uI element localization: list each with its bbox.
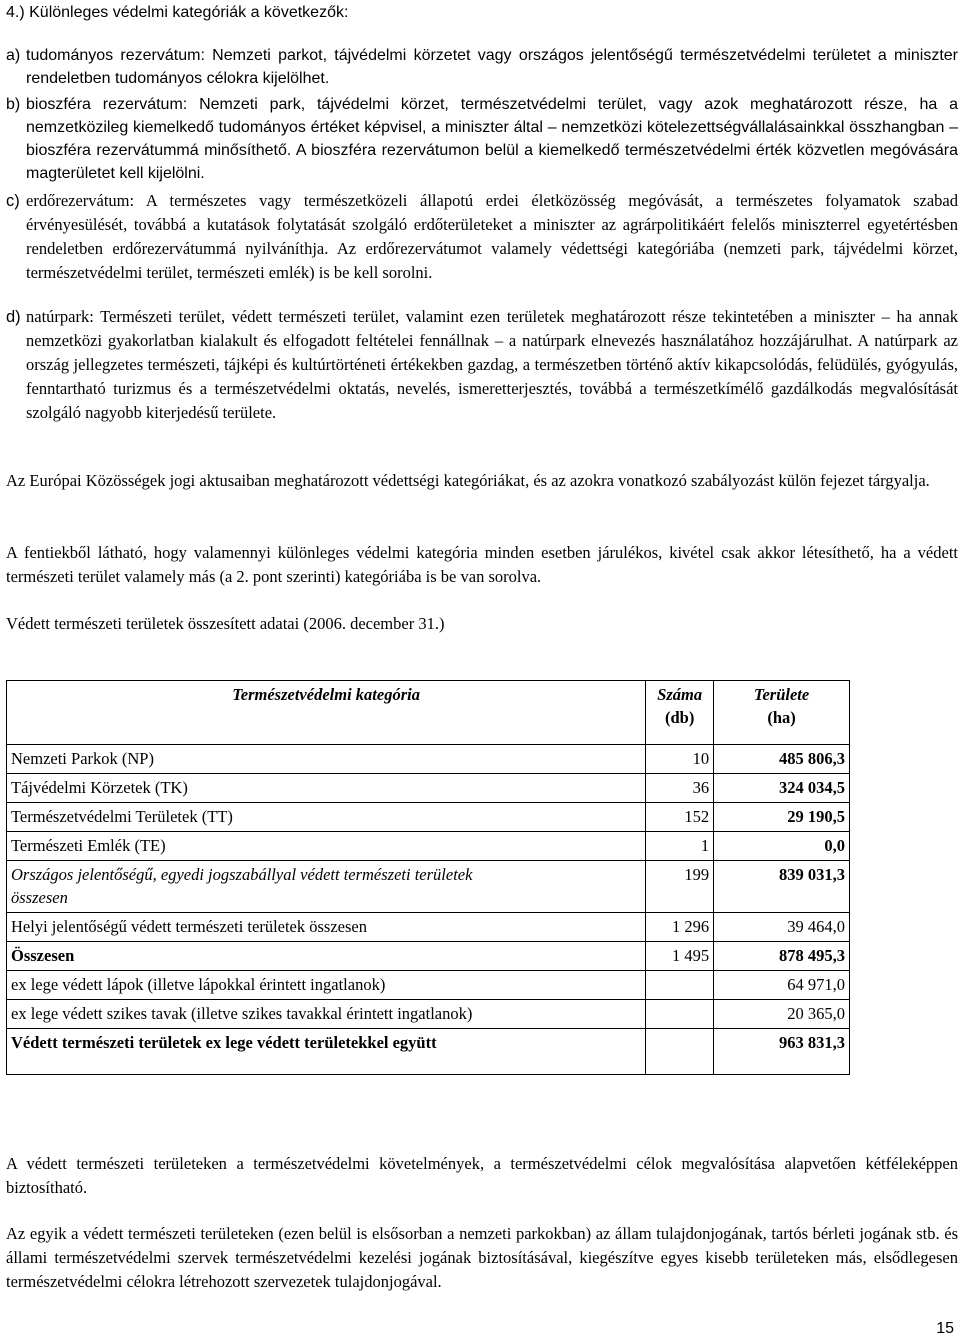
row-count [646, 971, 714, 1000]
protected-areas-table [6, 680, 850, 1075]
row-area: 485 806,3 [714, 745, 850, 774]
row-category: Természeti Emlék (TE) [7, 832, 646, 861]
row-area: 20 365,0 [714, 1000, 850, 1029]
list-item-label: a) [6, 47, 21, 64]
table-row [7, 1029, 850, 1075]
row-count: 1 296 [646, 913, 714, 942]
row-area: 0,0 [714, 832, 850, 861]
row-category: Védett természeti területek ex lege védett területekkel együtt [7, 1029, 646, 1075]
table-row [7, 861, 850, 913]
row-category: Helyi jelentőségű védett természeti területek összesen [7, 913, 646, 942]
page-number: 15 [936, 1320, 954, 1337]
paragraph-summary: A fentiekből látható, hogy valamennyi különleges védelmi kategória minden esetben járulékos, kivétel csak akkor létesíthető, ha a védett természeti terület valamely más (a 2. pont szerinti) kategóriába is be van sorolva. [6, 543, 958, 586]
table-caption: Védett természeti területek összesített adatai (2006. december 31.) [6, 614, 445, 633]
row-area: 39 464,0 [714, 913, 850, 942]
row-area: 324 034,5 [714, 774, 850, 803]
table-row [7, 832, 850, 861]
section-heading: 4.) Különleges védelmi kategóriák a következők: [6, 4, 349, 21]
table-header-row [7, 681, 850, 745]
row-area: 878 495,3 [714, 942, 850, 971]
list-item-label: b) [6, 96, 21, 113]
row-count [646, 1029, 714, 1075]
row-count [646, 1000, 714, 1029]
row-category: ex lege védett szikes tavak (illetve szikes tavakkal érintett ingatlanok) [7, 1000, 646, 1029]
table-row [7, 803, 850, 832]
header-area [714, 681, 850, 745]
header-count-label: Száma [657, 685, 703, 704]
list-item-label: d) [6, 308, 21, 326]
list-item-c [6, 189, 958, 285]
row-count: 10 [646, 745, 714, 774]
table-row [7, 774, 850, 803]
list-item-text: natúrpark: Természeti terület, védett természeti terület, valamint ezen területek meghatározott része tekintetében a miniszter – ha annak nemzetközi gyakorlatban kialakult és elfogadott feltételei fennállnak – a natúrpark elnevezés használatához hozzájárulhat. A natúrpark az ország jellegzetes természeti, tájképi és kultúrtörténeti értékekben gazdag, a természetben történő aktív kikapcsolódás, felüdülés, gyógyulás, fenntartható turizmus és a természetvédelmi oktatás, nevelés, ismeretterjesztés, továbbá a természetkímélő gazdálkodás megvalósítását szolgáló nagyobb kiterjedésű területe. [26, 307, 958, 422]
list-item-text: erdőrezervátum: A természetes vagy természetközeli állapotú erdei életközösség megóvását, a természetes folyamatok szabad érvényesülését, továbbá a kutatások folytatását szolgáló erdőterületeket a miniszter az agrárpolitikáért felelős miniszterrel egyetértésben rendeletben erdőrezervátummá nyilváníthja. Az erdőrezervátumot valamely védettségi kategóriába (nemzeti park, tájvédelmi körzet, természetvédelmi terület, természeti emlék) is be kell sorolni. [26, 191, 958, 282]
paragraph-ownership: Az egyik a védett természeti területeken (ezen belül is elsősorban a nemzeti parkokban) az állam tulajdonjogának, tartós bérleti jogának stb. és állami természetvédelmi szervek természetvédelmi kezelési jogának biztosításával, kiegészítve egyes kisebb területeken más, elsődlegesen természetvédelmi célokra létrehozott szervezetek tulajdonjogával. [6, 1224, 958, 1291]
row-category: Tájvédelmi Körzetek (TK) [7, 774, 646, 803]
row-category: Nemzeti Parkok (NP) [7, 745, 646, 774]
header-category [7, 681, 646, 745]
paragraph-methods: A védett természeti területeken a természetvédelmi követelmények, a természetvédelmi célok megvalósítása alapvetően kétféleképpen biztosítható. [6, 1154, 958, 1197]
table-row [7, 745, 850, 774]
row-area: 29 190,5 [714, 803, 850, 832]
row-category: Országos jelentőségű, egyedi jogszabállyal védett természeti területek összesen [7, 861, 646, 913]
row-category: ex lege védett lápok (illetve lápokkal érintett ingatlanok) [7, 971, 646, 1000]
row-category: Összesen [7, 942, 646, 971]
header-count-unit: (db) [664, 708, 695, 727]
header-area-unit: (ha) [767, 708, 796, 727]
row-count: 152 [646, 803, 714, 832]
list-item-d [6, 305, 958, 425]
table-row [7, 913, 850, 942]
list-item-label: c) [6, 192, 20, 210]
table-row [7, 1000, 850, 1029]
table-row [7, 971, 850, 1000]
row-area: 963 831,3 [714, 1029, 850, 1075]
list-item-text: bioszféra rezervátum: Nemzeti park, tájvédelmi körzet, természetvédelmi terület, vagy azok meghatározott része, ha a nemzetközileg kiemelkedő tudományos értéket képvisel, a miniszter által – nemzetközi kötelezettségvállalásainkkal összhangban – bioszféra rezervátummá minősíthető. A bioszféra rezervátumon belül a kiemelkedő természetvédelmi érték közvetlen megóvására magterületet kell kijelölni. [26, 96, 958, 182]
row-count: 199 [646, 861, 714, 913]
row-count: 1 495 [646, 942, 714, 971]
row-area: 839 031,3 [714, 861, 850, 913]
paragraph-eu: Az Európai Közösségek jogi aktusaiban meghatározott védettségi kategóriákat, és az azokra vonatkozó szabályozást külön fejezet tárgyalja. [6, 471, 930, 490]
row-area: 64 971,0 [714, 971, 850, 1000]
row-count: 36 [646, 774, 714, 803]
list-item-text: tudományos rezervátum: Nemzeti parkot, tájvédelmi körzetet vagy országos jelentőségű természetvédelmi területet a miniszter rendeletben tudományos célokra kijelölhet. [26, 47, 958, 87]
table-row [7, 942, 850, 971]
row-count: 1 [646, 832, 714, 861]
list-item-b [6, 93, 958, 185]
header-count [646, 681, 714, 745]
row-category: Természetvédelmi Területek (TT) [7, 803, 646, 832]
header-category-label: Természetvédelmi kategória [232, 685, 420, 704]
list-item-a [6, 44, 958, 90]
header-area-label: Területe [753, 685, 810, 704]
